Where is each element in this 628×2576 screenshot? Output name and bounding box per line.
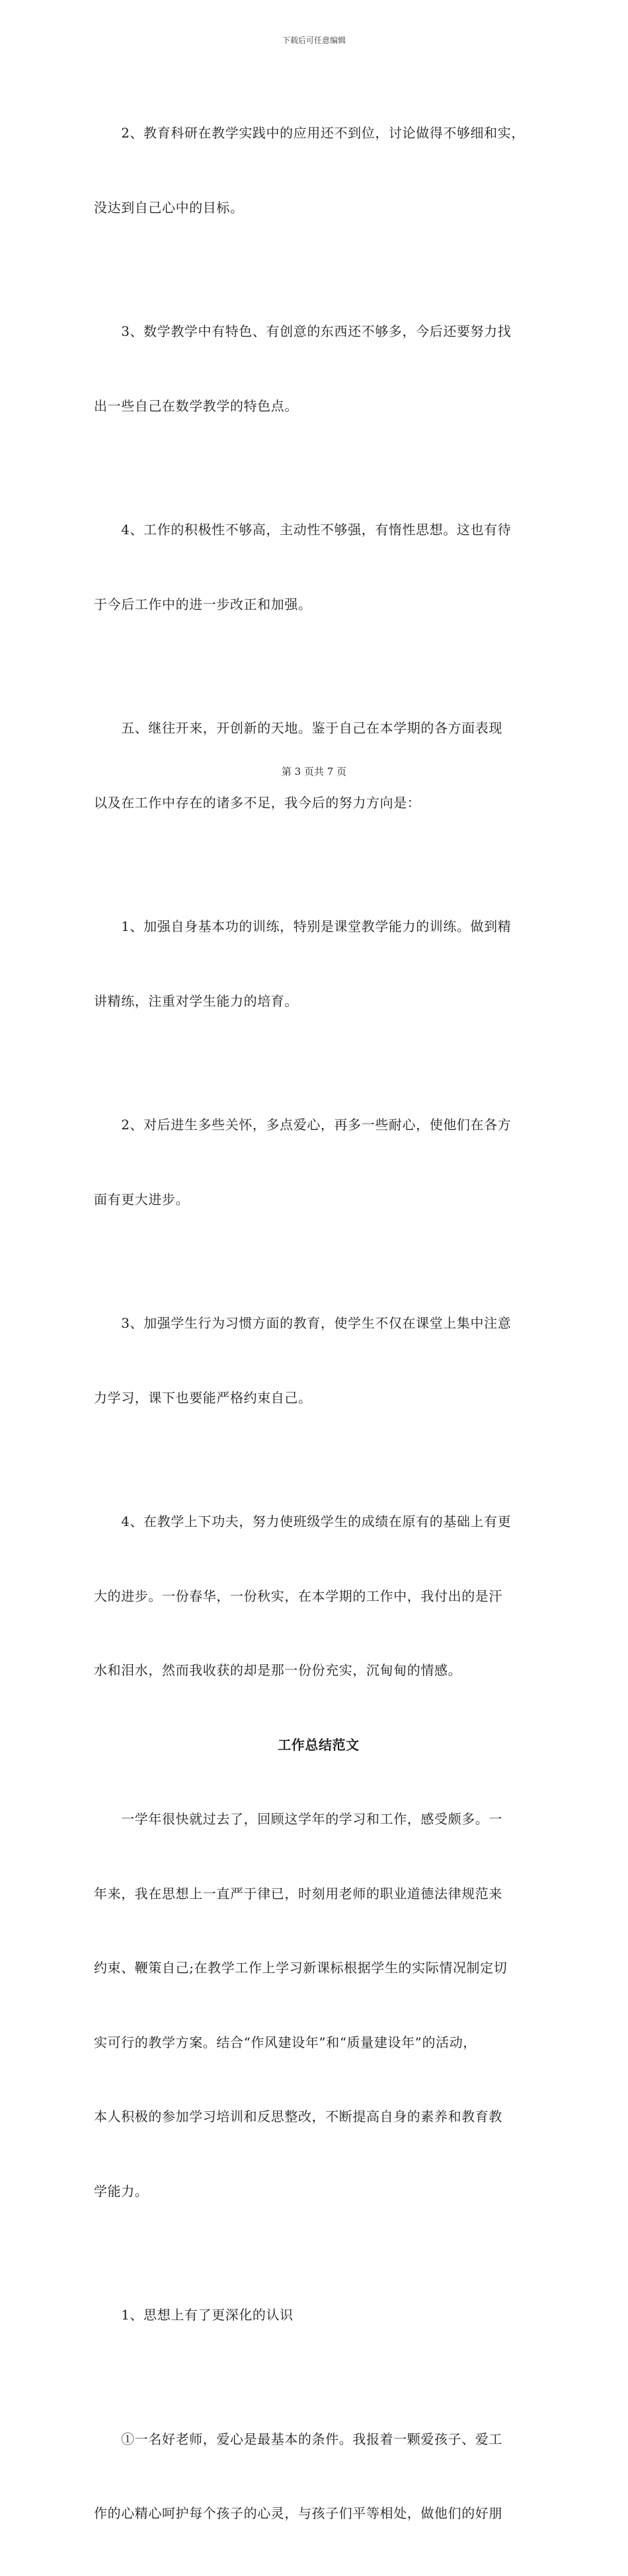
paragraph-year-review — [94, 1757, 543, 2253]
text-line: 水和泪水，然而我收获的却是那一份份充实，沉甸甸的情感。 — [94, 1662, 462, 1678]
text-line: 一学年很快就过去了，回顾这学年的学习和工作，感受颇多。一 — [94, 1811, 502, 1827]
text-line: 大的进步。一份春华，一份秋实，在本学期的工作中，我付出的是汗 — [94, 1588, 502, 1604]
text-line: 4、工作的积极性不够高，主动性不够强，有惰性思想。这也有待 — [94, 522, 512, 538]
text-line: 讲精练，注重对学生能力的培育。 — [94, 992, 298, 1009]
text-line: ①一名好老师，爱心是最基本的条件。我报着一颗爱孩子、爱工 — [94, 2431, 502, 2447]
text-line: 年来，我在思想上一直严于律已，时刻用老师的职业道德法律规范来 — [94, 1885, 502, 1902]
page-number-footer: 第 3 页共 7 页 — [281, 766, 347, 778]
text-line: 约束、鞭策自己;在教学工作上学习新课标根据学生的实际情况制定切 — [94, 1960, 508, 1976]
page-header-note: 下载后可任意编辑 — [282, 36, 346, 45]
paragraph-basic-skills — [94, 865, 543, 1063]
document-body — [94, 71, 543, 2576]
text-line: 1、思想上有了更深化的认识 — [94, 2307, 294, 2323]
paragraph-math-features — [94, 270, 543, 468]
text-line: 作的心精心呵护每个孩子的心灵，与孩子们平等相处，做他们的好朋 — [94, 2505, 502, 2521]
text-line: 以及在工作中存在的诸多不足，我今后的努力方向是： — [94, 794, 421, 811]
paragraph-teaching-effort — [94, 1460, 543, 1733]
text-line: 3、加强学生行为习惯方面的教育，使学生不仅在课堂上集中注意 — [94, 1315, 512, 1331]
paragraph-struggling-students — [94, 1063, 543, 1262]
text-line: 学能力。 — [94, 2183, 149, 2199]
paragraph-behavior-habits — [94, 1262, 543, 1460]
paragraph-teaching-research — [94, 71, 543, 270]
section-title: 工作总结范文 — [278, 1736, 360, 1753]
paragraph-good-teacher — [94, 2378, 543, 2576]
text-line: 于今后工作中的进一步改正和加强。 — [94, 596, 312, 612]
text-line: 本人积极的参加学习培训和反思整改，不断提高自身的素养和教育教 — [94, 2109, 502, 2124]
text-line: 2、对后进生多些关怀，多点爱心，再多一些耐心，使他们在各方 — [94, 1117, 512, 1133]
text-line: 实可行的教学方案。结合“作风建设年”和“质量建设年”的活动， — [94, 2034, 477, 2050]
text-line: 2、教育科研在教学实践中的应用还不到位，讨论做得不够细和实， — [94, 125, 525, 141]
text-line: 1、加强自身基本功的训练，特别是课堂教学能力的训练。做到精 — [94, 918, 512, 934]
text-line: 没达到自己心中的目标。 — [94, 199, 244, 216]
paragraph-thought-heading — [94, 2253, 543, 2378]
text-line: 4、在教学上下功夫，努力使班级学生的成绩在原有的基础上有更 — [94, 1513, 512, 1529]
text-line: 面有更大进步。 — [94, 1191, 190, 1207]
text-line: 出一些自己在数学教学的特色点。 — [94, 397, 298, 414]
text-line: 五、继往开来，开创新的天地。鉴于自己在本学期的各方面表现 — [94, 720, 502, 736]
text-line: 3、数学教学中有特色、有创意的东西还不够多，今后还要努力找 — [94, 323, 512, 339]
paragraph-work-initiative — [94, 468, 543, 666]
text-line: 力学习，课下也要能严格约束自己。 — [94, 1389, 312, 1406]
